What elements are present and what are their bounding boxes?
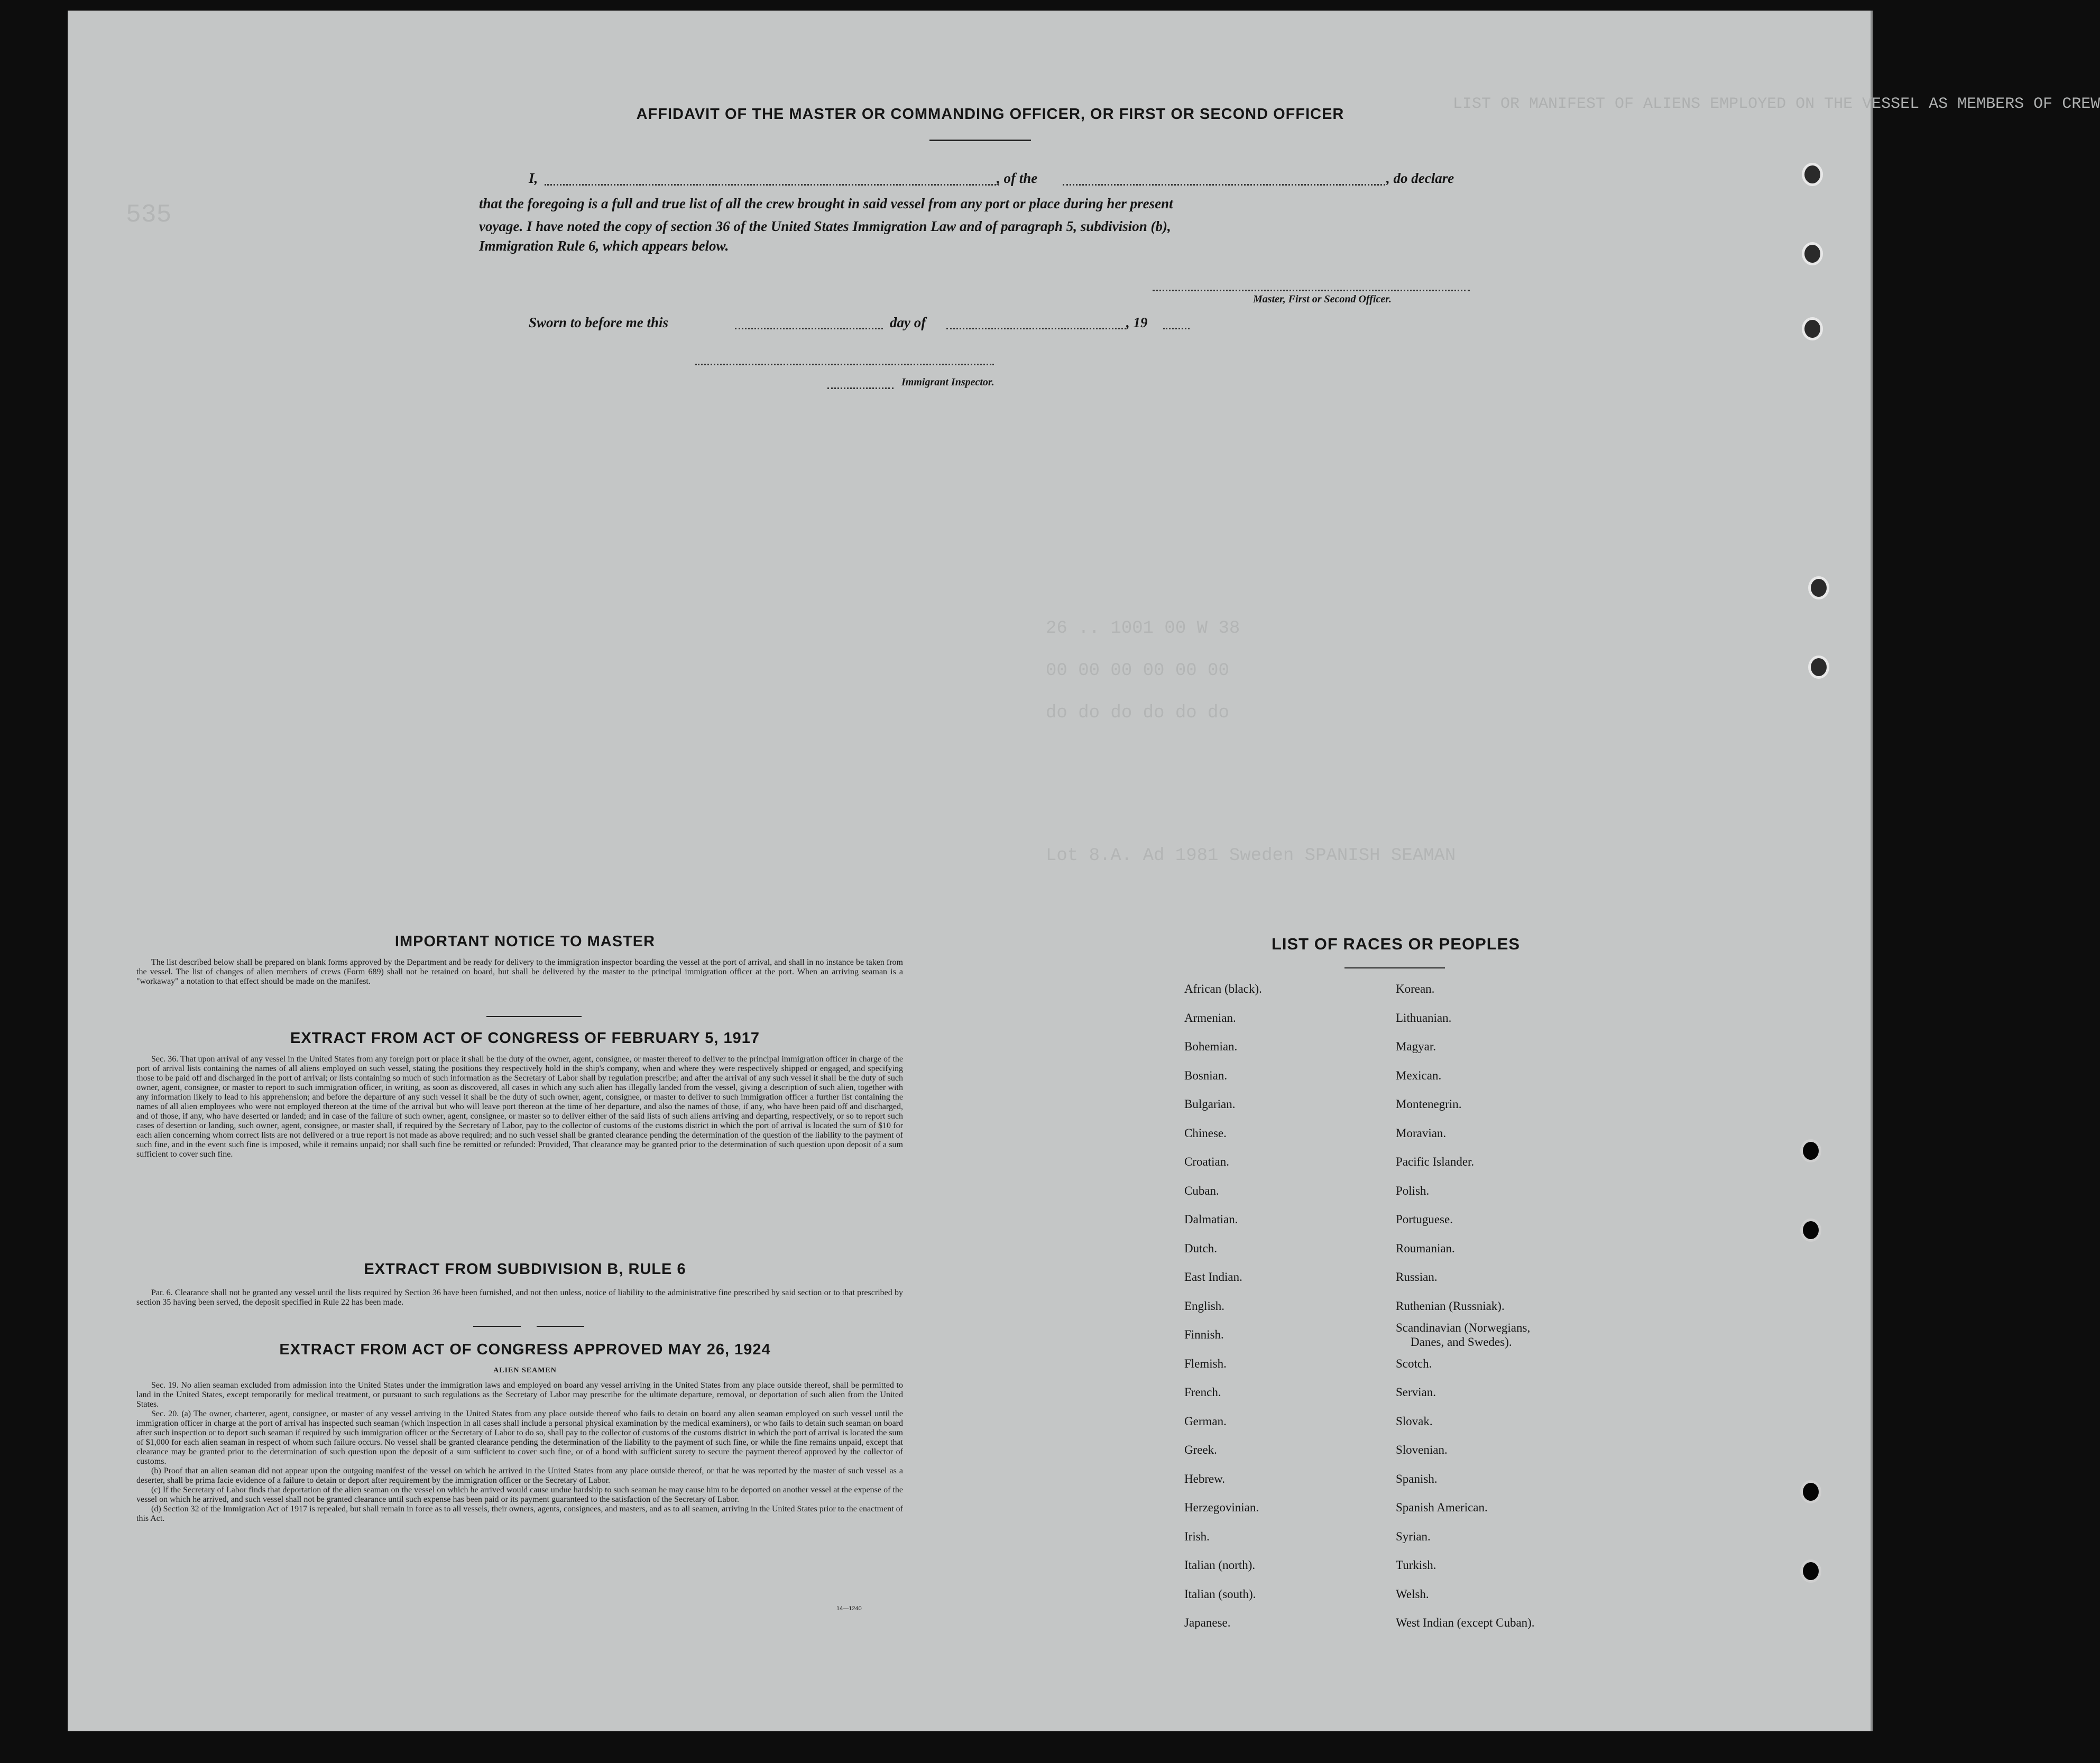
extract-1924-title: EXTRACT FROM ACT OF CONGRESS APPROVED MAY 26, 1924: [279, 1341, 771, 1358]
bleed-through-text: LIST OR MANIFEST OF ALIENS EMPLOYED ON THE VESSEL AS MEMBERS OF CREW: [1453, 95, 2100, 113]
race-item: Turkish.: [1396, 1558, 1436, 1572]
race-item: Montenegrin.: [1396, 1097, 1462, 1111]
extract-1917-title: EXTRACT FROM ACT OF CONGRESS OF FEBRUARY 5, 1917: [290, 1030, 760, 1047]
race-item: Scandinavian (Norwegians, Danes, and Swedes).: [1396, 1321, 1531, 1349]
race-item: Hebrew.: [1184, 1472, 1226, 1485]
race-item: Cuban.: [1184, 1184, 1219, 1197]
affidavit-of-the: , of the: [997, 170, 1038, 186]
bleed-through-text: 535: [126, 201, 172, 229]
race-item: Spanish.: [1396, 1472, 1438, 1485]
affidavit-i: I,: [529, 170, 538, 186]
race-item: French.: [1184, 1386, 1221, 1399]
race-item: Scotch.: [1396, 1356, 1432, 1370]
sworn-day-blank: [735, 328, 883, 329]
punch-hole: [1802, 163, 1823, 186]
race-item: Moravian.: [1396, 1126, 1447, 1140]
title-rule: [929, 140, 1031, 141]
bleed-through-text: do do do do do do: [1046, 703, 1229, 723]
year-blank: [1163, 328, 1190, 329]
affidavit-line2: that the foregoing is a full and true list of all the crew brought in said vessel from any port or place during her present: [479, 196, 1173, 211]
race-item: Korean.: [1396, 982, 1435, 995]
master-signature-label: Master, First or Second Officer.: [1253, 293, 1392, 305]
race-item: English.: [1184, 1299, 1225, 1313]
notice-body: [136, 958, 903, 986]
alien-seamen-subtitle: ALIEN SEAMEN: [493, 1367, 557, 1374]
race-item: West Indian (except Cuban).: [1396, 1616, 1535, 1629]
extract-1917-body: [136, 1055, 903, 1159]
race-item: Mexican.: [1396, 1068, 1442, 1082]
punch-hole: [1802, 242, 1823, 265]
punch-hole: [1800, 1219, 1821, 1242]
races-title: LIST OF RACES OR PEOPLES: [1271, 935, 1521, 953]
punch-hole: [1800, 1480, 1821, 1503]
race-item: Japanese.: [1184, 1616, 1231, 1629]
race-item: Portuguese.: [1396, 1213, 1453, 1226]
punch-hole: [1808, 656, 1829, 679]
sworn-month-blank: [946, 328, 1126, 329]
sec-20a-paragraph: Sec. 20. (a) The owner, charterer, agent, consignee, or master of any vessel arriving in the United States from any place outside thereof who fails to detain on board any alien seaman employed on such vessel until the immigration officer in charge at the port of arrival has inspected such seaman (which inspection in all cases shall include a personal physical examination by the medical examiners), or who fails to detain such seaman on board after such inspection or to deport such seaman if required by such immigration officer or the Secretary of Labor to do so, shall pay to the collector of customs of the customs district in which the port of arrival is located the sum of $1,000 for each alien seaman in respect of whom such failure occurs. No vessel shall be granted clearance pending the determination of the liability to the payment of such fine, or while the fine remains unpaid, except that clearance may be granted prior to the determination of such question upon the deposit of a sum sufficient to cover such fine, or of a bond with sufficient surety to secure the payment thereof approved by the collector of customs.: [136, 1409, 903, 1466]
punch-hole: [1800, 1559, 1821, 1583]
race-item: Ruthenian (Russniak).: [1396, 1299, 1505, 1313]
race-item: Servian.: [1396, 1386, 1436, 1399]
races-title-rule: [1344, 967, 1445, 968]
punch-hole: [1802, 317, 1823, 340]
race-item: Irish.: [1184, 1529, 1210, 1543]
sec-20c-paragraph: (c) If the Secretary of Labor finds that deportation of the alien seaman on the vessel on which he arrived would cause undue hardship to such seaman he may cause him to be deported on another vessel at the expense of the vessel on which he arrived, and such vessel shall not be granted clearance until such expense has been paid or its payment guaranteed to the satisfaction of the Secretary of Labor.: [136, 1485, 903, 1504]
race-item: Finnish.: [1184, 1328, 1224, 1341]
master-sign-line: [1153, 290, 1470, 291]
race-item: East Indian.: [1184, 1270, 1242, 1284]
race-item: German.: [1184, 1414, 1227, 1428]
race-item: Roumanian.: [1396, 1241, 1455, 1255]
rule6-title: EXTRACT FROM SUBDIVISION B, RULE 6: [364, 1261, 686, 1278]
divider: [537, 1326, 584, 1327]
race-item: Magyar.: [1396, 1040, 1436, 1053]
race-item: African (black).: [1184, 982, 1262, 995]
affidavit-line3: voyage. I have noted the copy of section 36 of the United States Immigration Law and of paragraph 5, subdivision (b),: [479, 218, 1171, 234]
race-item: Bosnian.: [1184, 1068, 1228, 1082]
race-item: Greek.: [1184, 1443, 1217, 1456]
race-item: Spanish American.: [1396, 1501, 1488, 1514]
section-36-paragraph: Sec. 36. That upon arrival of any vessel in the United States from any foreign port or place it shall be the duty of the owner, agent, consignee, or master thereof to deliver to the principal immigration officer in charge of the port of arrival lists containing the names of all aliens employed on such vessel, stating the positions they respectively hold in the ship's company, when and where they were respectively shipped or engaged, and specifying those to be paid off and discharged in the port of arrival; or lists containing so much of such information as the Secretary of Labor shall by regulation prescribe; and after the arrival of any such vessel it shall be the duty of such owner, agent, consignee, or master to report to such immigration officer, in writing, as soon as discovered, all cases in which any such alien has illegally landed from the vessel, giving a description of such alien, together with any information likely to lead to his apprehension; and before the departure of any such vessel it shall be the duty of such owner, agent, consignee, or master to deliver to such immigration officer a further list containing the names of all alien employees who were not employed thereon at the time of the arrival but who will leave port thereon at the time of her departure, and also the names of those, if any, who have been paid off and discharged, and of those, if any, who have deserted or landed; and in case of the failure of such owner, agent, consignee, or master so to deliver either of the said lists of such aliens arriving and departing, respectively, or so to report such cases of desertion or landing, such owner, agent, consignee, or master shall, if required by the Secretary of Labor, pay to the collector of customs of the customs district in which the port of arrival is located the sum of $10 for each alien concerning whom correct lists are not delivered or a true report is not made as above required; and no such vessel shall be granted clearance pending the determination of the question of the liability to the payment of such fine, and in the event such fine is imposed, while it remains unpaid; nor shall such fine be remitted or refunded: Provided, That clearance may be granted prior to the determination of such question upon deposit of a sum sufficient to cover such fine.: [136, 1055, 903, 1159]
punch-hole: [1800, 1139, 1821, 1162]
sec-20d-paragraph: (d) Section 32 of the Immigration Act of 1917 is repealed, but shall remain in force as to all vessels, their owners, agents, consignees, and masters, and as to all seamen, arriving in the United States prior to the enactment of this Act.: [136, 1504, 903, 1523]
affidavit-declare: , do declare: [1386, 170, 1454, 186]
divider: [473, 1326, 521, 1327]
year-label: , 19: [1126, 315, 1148, 330]
inspector-sign-line-2: [827, 387, 894, 389]
race-item: Lithuanian.: [1396, 1011, 1452, 1024]
sworn-label: Sworn to before me this: [529, 315, 669, 330]
race-item: Dalmatian.: [1184, 1213, 1238, 1226]
race-item: Italian (north).: [1184, 1558, 1256, 1572]
race-item: Herzegovinian.: [1184, 1501, 1259, 1514]
races-right-column: [1396, 975, 1535, 1638]
bleed-through-text: Lot 8.A. Ad 1981 Sweden SPANISH SEAMAN: [1046, 846, 1456, 866]
punch-hole: [1808, 576, 1829, 599]
race-item: Bohemian.: [1184, 1040, 1238, 1053]
inspector-signature-label: Immigrant Inspector.: [901, 376, 994, 388]
race-item: Slovak.: [1396, 1414, 1433, 1428]
race-item: Slovenian.: [1396, 1443, 1448, 1456]
races-left-column: [1184, 975, 1262, 1638]
inspector-sign-line: [695, 364, 994, 365]
race-item: Welsh.: [1396, 1587, 1429, 1601]
notice-paragraph: The list described below shall be prepared on blank forms approved by the Department and be ready for delivery to the immigration inspector boarding the vessel at the port of arrival, and shall in no instance be taken from the vessel. The list of changes of alien members of crews (Form 689) shall not be retained on board, but shall be delivered by the master to the principal immigration officer at the port. When an arriving seaman is a "workaway" a notation to that effect should be made on the manifest.: [136, 958, 903, 986]
race-item: Bulgarian.: [1184, 1097, 1236, 1111]
vessel-blank: [1063, 184, 1385, 186]
race-item: Chinese.: [1184, 1126, 1227, 1140]
name-blank: [545, 184, 999, 186]
race-item: Dutch.: [1184, 1241, 1217, 1255]
rule6-body: [136, 1288, 903, 1307]
race-item: Polish.: [1396, 1184, 1430, 1197]
race-item: Croatian.: [1184, 1155, 1229, 1168]
sec-19-paragraph: Sec. 19. No alien seaman excluded from admission into the United States under the immigration laws and employed on board any vessel arriving in the United States from any place outside thereof, shall be permitted to land in the United States, except temporarily for medical treatment, or pursuant to such regulations as the Secretary of Labor may prescribe for the ultimate departure, removal, or deportation of such alien from the United States.: [136, 1381, 903, 1409]
race-item: Syrian.: [1396, 1529, 1431, 1543]
race-item: Pacific Islander.: [1396, 1155, 1475, 1168]
bleed-through-text: 00 00 00 00 00 00: [1046, 661, 1229, 681]
bleed-through-text: 26 .. 1001 00 W 38: [1046, 619, 1240, 639]
notice-title: IMPORTANT NOTICE TO MASTER: [394, 933, 656, 950]
affidavit-line4: Immigration Rule 6, which appears below.: [479, 238, 729, 254]
form-number: 14—1240: [836, 1605, 862, 1612]
race-item: Flemish.: [1184, 1356, 1227, 1370]
race-item: Italian (south).: [1184, 1587, 1256, 1601]
rule6-paragraph: Par. 6. Clearance shall not be granted any vessel until the lists required by Section 36 have been furnished, and not then unless, notice of liability to the administrative fine prescribed by said section or to that prescribed by section 35 having been served, the deposit specified in Rule 22 has been made.: [136, 1288, 903, 1307]
race-item-continuation: Danes, and Swedes).: [1411, 1335, 1512, 1349]
divider: [486, 1016, 582, 1017]
sec-20b-paragraph: (b) Proof that an alien seaman did not appear upon the outgoing manifest of the vessel on which he arrived in the United States from any place outside thereof, or that he was reported by the master of such vessel as a deserter, shall be prima facie evidence of a failure to detain or deport after requirement by the immigration officer or the Secretary of Labor.: [136, 1466, 903, 1485]
affidavit-title: AFFIDAVIT OF THE MASTER OR COMMANDING OFFICER, OR FIRST OR SECOND OFFICER: [636, 106, 1344, 123]
day-of-label: day of: [890, 315, 926, 330]
extract-1924-body: [136, 1381, 903, 1524]
race-item: Russian.: [1396, 1270, 1438, 1284]
race-item: Armenian.: [1184, 1011, 1236, 1024]
